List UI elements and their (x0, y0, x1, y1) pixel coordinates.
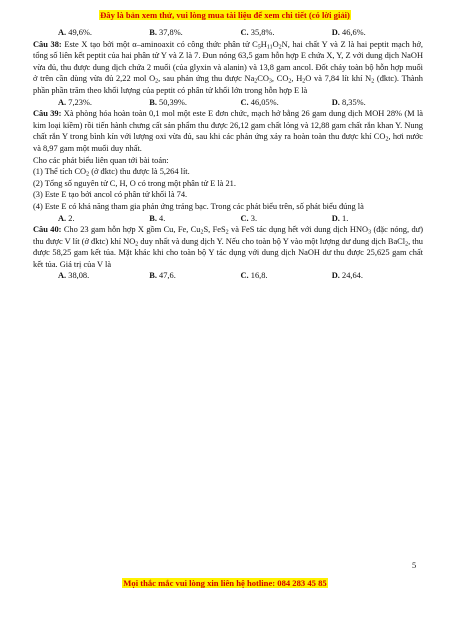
document-body (33, 27, 423, 282)
question-label: Câu 38: (33, 39, 62, 49)
option-c: C. 46,05%. (240, 97, 279, 107)
option-a: A. 49,6%. (58, 28, 92, 37)
q39-options (33, 213, 423, 225)
q38-options (33, 97, 423, 109)
option-b: B. 50,39%. (149, 97, 187, 107)
option-a: A. 7,23%. (58, 97, 92, 107)
statement-1: (1) Thể tích $CO_2$ (ở đktc) thu được là 5,264 lít. (33, 167, 190, 178)
q40-options (33, 270, 423, 282)
statement-3: (3) Este E tạo bởi ancol có phân tử khối là 74. (33, 190, 188, 200)
question-label: Câu 39: (33, 109, 62, 119)
question-38: Câu 38: Este X tạo bởi một α–aminoaxit có công thức phân tử $C_5H_{11}O_2N$, hai chất Y và Z là hai peptit mạch hở, tổng số liên kết peptit của hai phân tử Y và Z là 7. Đun nóng 63,5 gam hỗn hợp E chứa X, Y, Z với dung dịch NaOH vừa đủ, thu được dung dịch chứa 2 muối (của glyxin và alanin) và 13,8 gam ancol. Đốt cháy toàn bộ hỗn hợp muối ở trên cần dùng vừa đủ 2,22 mol $O_2$, sau phản ứng thu được $Na_2CO_3$, $CO_2$, $H_2O$ và 7,84 lít khí $N_2$ (đktc). Thành phần phần trăm theo khối lượng của peptit có phân tử khối lớn trong hỗn hợp E là (33, 39, 423, 95)
option-b: B. 4. (149, 213, 166, 223)
question-39: Câu 39: Xà phòng hóa hoàn toàn 0,1 mol một este E đơn chức, mạch hở bằng 26 gam dung dịch MOH 28% (M là kim loại kiềm) rồi tiến hành chưng cất sản phẩm thu được 26,12 gam chất lỏng và 12,88 gam chất rắn khan Y. Nung chất rắn Y trong bình kín với lượng oxi vừa đủ, sau khi các phản ứng xảy ra hoàn toàn thu được khí $CO_2$, hơi nước và 8,97 gam một muối duy nhất. (33, 109, 424, 153)
option-c: C. 3. (240, 213, 258, 223)
hotline-footer: Mọi thắc mắc vui lòng xin liên hệ hotline: 084 283 45 85 (123, 578, 327, 588)
question-40: Câu 40: Cho 23 gam hỗn hợp X gồm Cu, Fe, $Cu_2S$, FeS$_2$ và FeS tác dụng hết với dung dịch $HNO_3$ (đặc nóng, dư) thu được V lít (ở đktc) khí $NO_2$ duy nhất và dung dịch Y. Nếu cho toàn bộ Y vào một lượng dư dung dịch BaCl$_2$, thu được 58,25 gam kết tủa. Mặt khác khi cho toàn bộ Y tác dụng với dung dịch NaOH dư thu được 25,625 gam chất kết tủa. Giá trị của V là (33, 225, 423, 269)
option-a: A. 2. (58, 213, 75, 223)
option-b: B. 37,8%. (149, 28, 183, 37)
q37-options (33, 27, 423, 39)
option-d: D. 46,6%. (331, 28, 366, 37)
statement-4: (4) Este E có khả năng tham gia phản ứng tráng bạc. Trong các phát biểu trên, số phát biểu đúng là (33, 201, 364, 211)
statements-intro: Cho các phát biểu liên quan tới bài toán: (33, 155, 169, 165)
option-d: D. 24,64. (331, 271, 363, 281)
option-c: C. 16,8. (240, 271, 268, 281)
statement-2: (2) Tổng số nguyên tử C, H, O có trong một phân tử E là 21. (33, 178, 236, 188)
option-d: D. 8,35%. (331, 97, 366, 107)
option-a: A. 38,08. (58, 271, 90, 281)
option-b: B. 47,6. (149, 271, 176, 281)
preview-banner: Đây là bản xem thử, vui lòng mua tài liệu để xem chi tiết (có lời giải) (100, 10, 350, 20)
page-number: 5 (412, 561, 417, 570)
question-label: Câu 40: (33, 225, 62, 235)
option-c: C. 35,8%. (240, 28, 275, 37)
option-d: D. 1. (331, 213, 349, 223)
